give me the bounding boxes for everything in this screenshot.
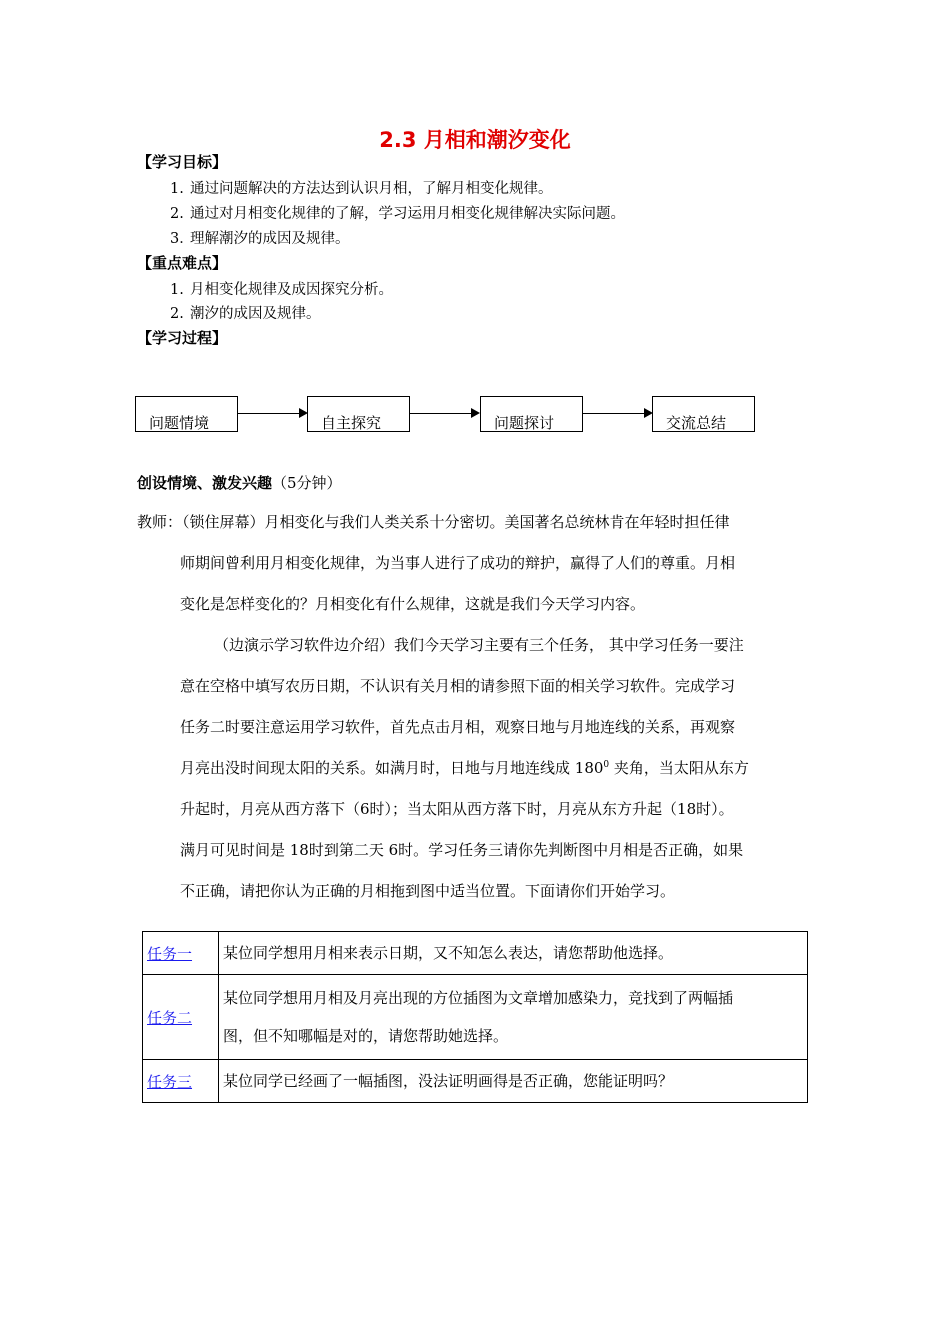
process-flowchart xyxy=(0,380,950,450)
key-point-item: 2. 潮汐的成因及规律。 xyxy=(170,306,321,322)
flow-step-box: 交流总结 xyxy=(652,396,755,432)
task-description: 某位同学想用月相及月亮出现的方位插图为文章增加感染力，竞找到了两幅插 图，但不知哪幅是对的，请您帮助她选择。 xyxy=(219,975,808,1060)
flow-step-box: 自主探究 xyxy=(307,396,410,432)
task-three-link[interactable]: 任务三 xyxy=(147,1072,193,1091)
flow-step-box: 问题情境 xyxy=(135,396,238,432)
flow-arrow xyxy=(583,413,651,414)
goal-item: 3．理解潮汐的成因及规律。 xyxy=(170,231,350,247)
table-row xyxy=(143,932,808,975)
tasks-table xyxy=(142,931,808,1103)
goal-item: 1. 通过问题解决的方法达到认识月相，了解月相变化规律。 xyxy=(170,181,553,197)
page-title: 2.3 月相和潮汐变化 xyxy=(379,128,571,152)
goals-heading: 【学习目标】 xyxy=(137,153,228,171)
table-row xyxy=(143,975,808,1060)
flow-arrow xyxy=(410,413,478,414)
task-one-link[interactable]: 任务一 xyxy=(147,944,193,963)
flow-arrow xyxy=(238,413,306,414)
key-points-heading: 【重点难点】 xyxy=(137,254,228,272)
process-heading: 【学习过程】 xyxy=(137,329,228,347)
task-two-link[interactable]: 任务二 xyxy=(147,1008,193,1027)
task-description: 某位同学想用月相来表示日期，又不知怎么表达，请您帮助他选择。 xyxy=(219,932,808,975)
flow-step-box: 问题探讨 xyxy=(480,396,583,432)
key-point-item: 1. 月相变化规律及成因探究分析。 xyxy=(170,282,393,298)
intro-paragraph: （边演示学习软件边介绍）我们今天学习主要有三个任务， 其中学习任务一要注 意在空格中填写农历日期，不认识有关月相的请参照下面的相关学习软件。完成学习 任务二时要注意运用学习软件，首先点击月相，观察日地与月地连线的关系，再观察 月亮出没时间现太阳的关系。如满月时，日地与月地连线成 $180^0$ 夹角，当太阳从东方 升起时，月亮从西方落下（6时）；当太阳从西方落下时，月亮从东方升起（18时）。 满月可见时间是 18时到第二天 6时。学习任务三请你先判断图中月相是否正确，如果 不正确，请把你认为正确的月相拖到图中适当位置。下面请你们开始学习。 xyxy=(180,636,749,900)
teacher-paragraph: 教师：（锁住屏幕）月相变化与我们人类关系十分密切。美国著名总统林肯在年轻时担任律 师期间曾利用月相变化规律，为当事人进行了成功的辩护，赢得了人们的尊重。月相 变化是怎样变化的？月相变化有什么规律，这就是我们今天学习内容。 xyxy=(137,513,736,613)
goal-item: 2. 通过对月相变化规律的了解，学习运用月相变化规律解决实际问题。 xyxy=(170,206,625,222)
section-title: 创设情境、激发兴趣（5分钟） xyxy=(137,474,342,492)
task-description: 某位同学已经画了一幅插图，没法证明画得是否正确，您能证明吗？ xyxy=(219,1060,808,1103)
table-row xyxy=(143,1060,808,1103)
